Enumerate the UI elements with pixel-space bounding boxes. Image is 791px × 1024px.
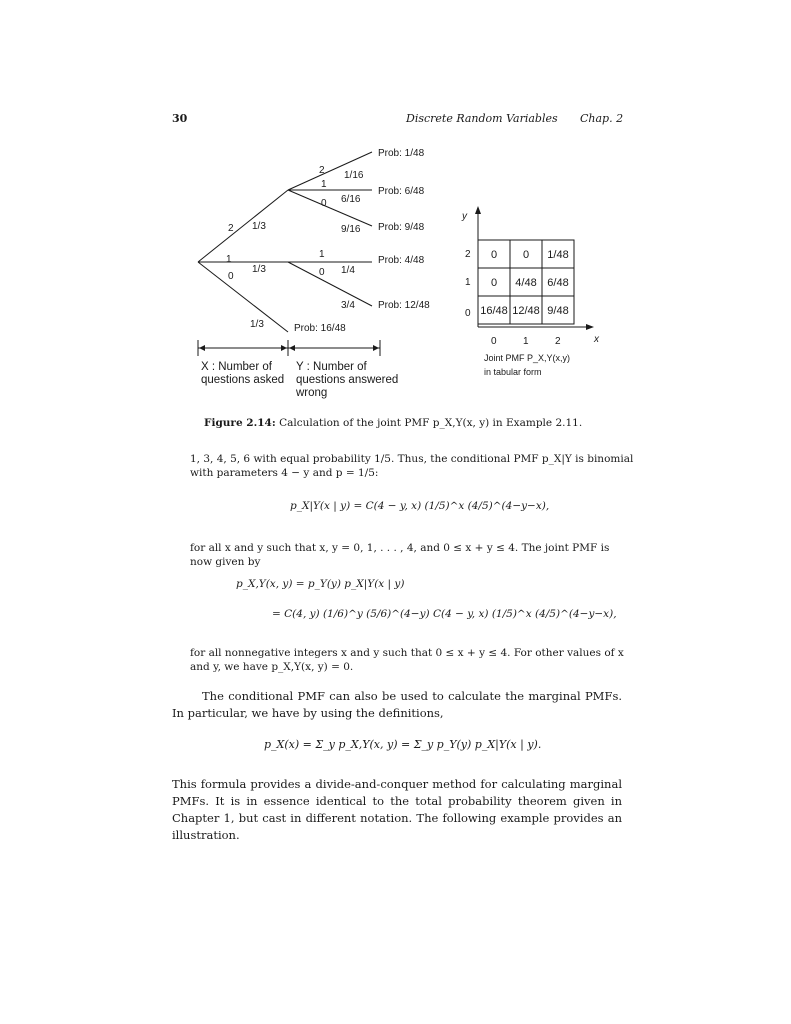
y-branch-prob: 1/16 xyxy=(344,170,364,181)
grid-col-label: 1 xyxy=(523,336,529,347)
x-branch-prob: 1/3 xyxy=(250,319,264,330)
paragraph-3-line-2: and y, we have p_X,Y(x, y) = 0. xyxy=(190,661,354,673)
grid-caption: in tabular form xyxy=(484,367,542,377)
y-variable-label: Y : Number of xyxy=(296,361,367,373)
grid-cell: 16/48 xyxy=(480,305,508,317)
y-variable-label: questions answered xyxy=(296,374,399,386)
grid-caption: Joint PMF P_X,Y(x,y) xyxy=(484,353,571,363)
leaf-prob: Prob: 1/48 xyxy=(378,148,425,159)
leaf-prob: Prob: 4/48 xyxy=(378,255,425,266)
y-branch-label: 1 xyxy=(321,179,327,190)
grid-row-label: 0 xyxy=(465,308,471,319)
y-branch-prob: 9/16 xyxy=(341,224,361,235)
grid-cell: 9/48 xyxy=(547,305,569,317)
paragraph-5: This formula provides a divide-and-conquer method for calculating marginal PMFs. It is in essence identical to the total probability theorem given in Chapter 1, but cast in different notation. The following example provides an illustration. xyxy=(172,777,622,842)
chapter-label: Chap. 2 xyxy=(580,112,624,125)
page-number: 30 xyxy=(172,112,188,125)
equation-conditional-pmf: p_X|Y(x | y) = C(4 − y, x) (1/5)^x (4/5)^(4−y−x), xyxy=(290,500,550,512)
y-branch-prob: 3/4 xyxy=(341,300,355,311)
paragraph-2-line-2: now given by xyxy=(190,556,261,568)
y-variable-label: wrong xyxy=(296,387,328,399)
x-branch-label: 2 xyxy=(228,223,234,234)
x-axis-arrow-icon xyxy=(586,324,594,330)
x-variable-label: questions asked xyxy=(201,374,285,386)
paragraph-1-line-2: with parameters 4 − y and p = 1/5: xyxy=(190,467,379,479)
grid-cell: 12/48 xyxy=(512,305,540,317)
figure-caption xyxy=(204,417,582,429)
x-branch-prob: 1/3 xyxy=(252,264,266,275)
grid-row-label: 2 xyxy=(465,249,471,260)
y-branch-label: 2 xyxy=(319,165,325,176)
x-branch-prob: 1/3 xyxy=(252,221,266,232)
tree-branch-x1-y0 xyxy=(288,262,372,306)
grid-x-axis-label: x xyxy=(594,334,599,345)
leaf-prob: Prob: 12/48 xyxy=(378,300,430,311)
leaf-prob: Prob: 9/48 xyxy=(378,222,425,233)
grid-cell: 4/48 xyxy=(515,277,537,289)
equation-joint-pmf-line-2: = C(4, y) (1/6)^y (5/6)^(4−y) C(4 − y, x) (1/5)^x (4/5)^(4−y−x), xyxy=(272,608,617,620)
y-branch-label: 1 xyxy=(319,249,325,260)
leaf-prob: Prob: 6/48 xyxy=(378,186,425,197)
y-branch-prob: 6/16 xyxy=(341,194,361,205)
paragraph-2-line-1: for all x and y such that x, y = 0, 1, . . . , 4, and 0 ≤ x + y ≤ 4. The joint PMF is xyxy=(190,542,610,554)
grid-row-label: 1 xyxy=(465,277,471,288)
paragraph-3-line-1: for all nonnegative integers x and y such that 0 ≤ x + y ≤ 4. For other values of x xyxy=(190,647,624,659)
grid-col-label: 0 xyxy=(491,336,497,347)
x-variable-label: X : Number of xyxy=(201,361,272,373)
grid-cell: 0 xyxy=(490,277,498,289)
paragraph-1-line-1: 1, 3, 4, 5, 6 with equal probability 1/5. Thus, the conditional PMF p_X|Y is binomial xyxy=(190,453,634,465)
paragraph-4: The conditional PMF can also be used to calculate the marginal PMFs. In particular, we have by using the definitions, xyxy=(172,689,622,720)
running-title: Discrete Random Variables xyxy=(406,112,558,125)
x-branch-label: 0 xyxy=(228,271,234,282)
equation-marginal-pmf: p_X(x) = Σ_y p_X,Y(x, y) = Σ_y p_Y(y) p_X|Y(x | y). xyxy=(264,738,542,751)
y-branch-prob: 1/4 xyxy=(341,265,355,276)
x-branch-label: 1 xyxy=(226,254,232,265)
y-branch-label: 0 xyxy=(321,198,327,209)
grid-y-axis-label: y xyxy=(462,211,467,222)
figure-caption-text: Calculation of the joint PMF p_X,Y(x, y) in Example 2.11. xyxy=(279,417,583,429)
equation-joint-pmf-line-1: p_X,Y(x, y) = p_Y(y) p_X|Y(x | y) xyxy=(236,578,405,590)
grid-cell: 0 xyxy=(490,249,498,261)
y-axis-arrow-icon xyxy=(475,206,481,214)
figure-caption-label: Figure 2.14: xyxy=(204,417,276,429)
grid-cell: 1/48 xyxy=(547,249,569,261)
tree-branch-x0 xyxy=(198,262,288,332)
leaf-prob: Prob: 16/48 xyxy=(294,323,346,334)
grid-cell: 0 xyxy=(522,249,530,261)
tree-branch-x2 xyxy=(198,190,288,262)
y-branch-label: 0 xyxy=(319,267,325,278)
grid-col-label: 2 xyxy=(555,336,561,347)
grid-cell: 6/48 xyxy=(547,277,569,289)
